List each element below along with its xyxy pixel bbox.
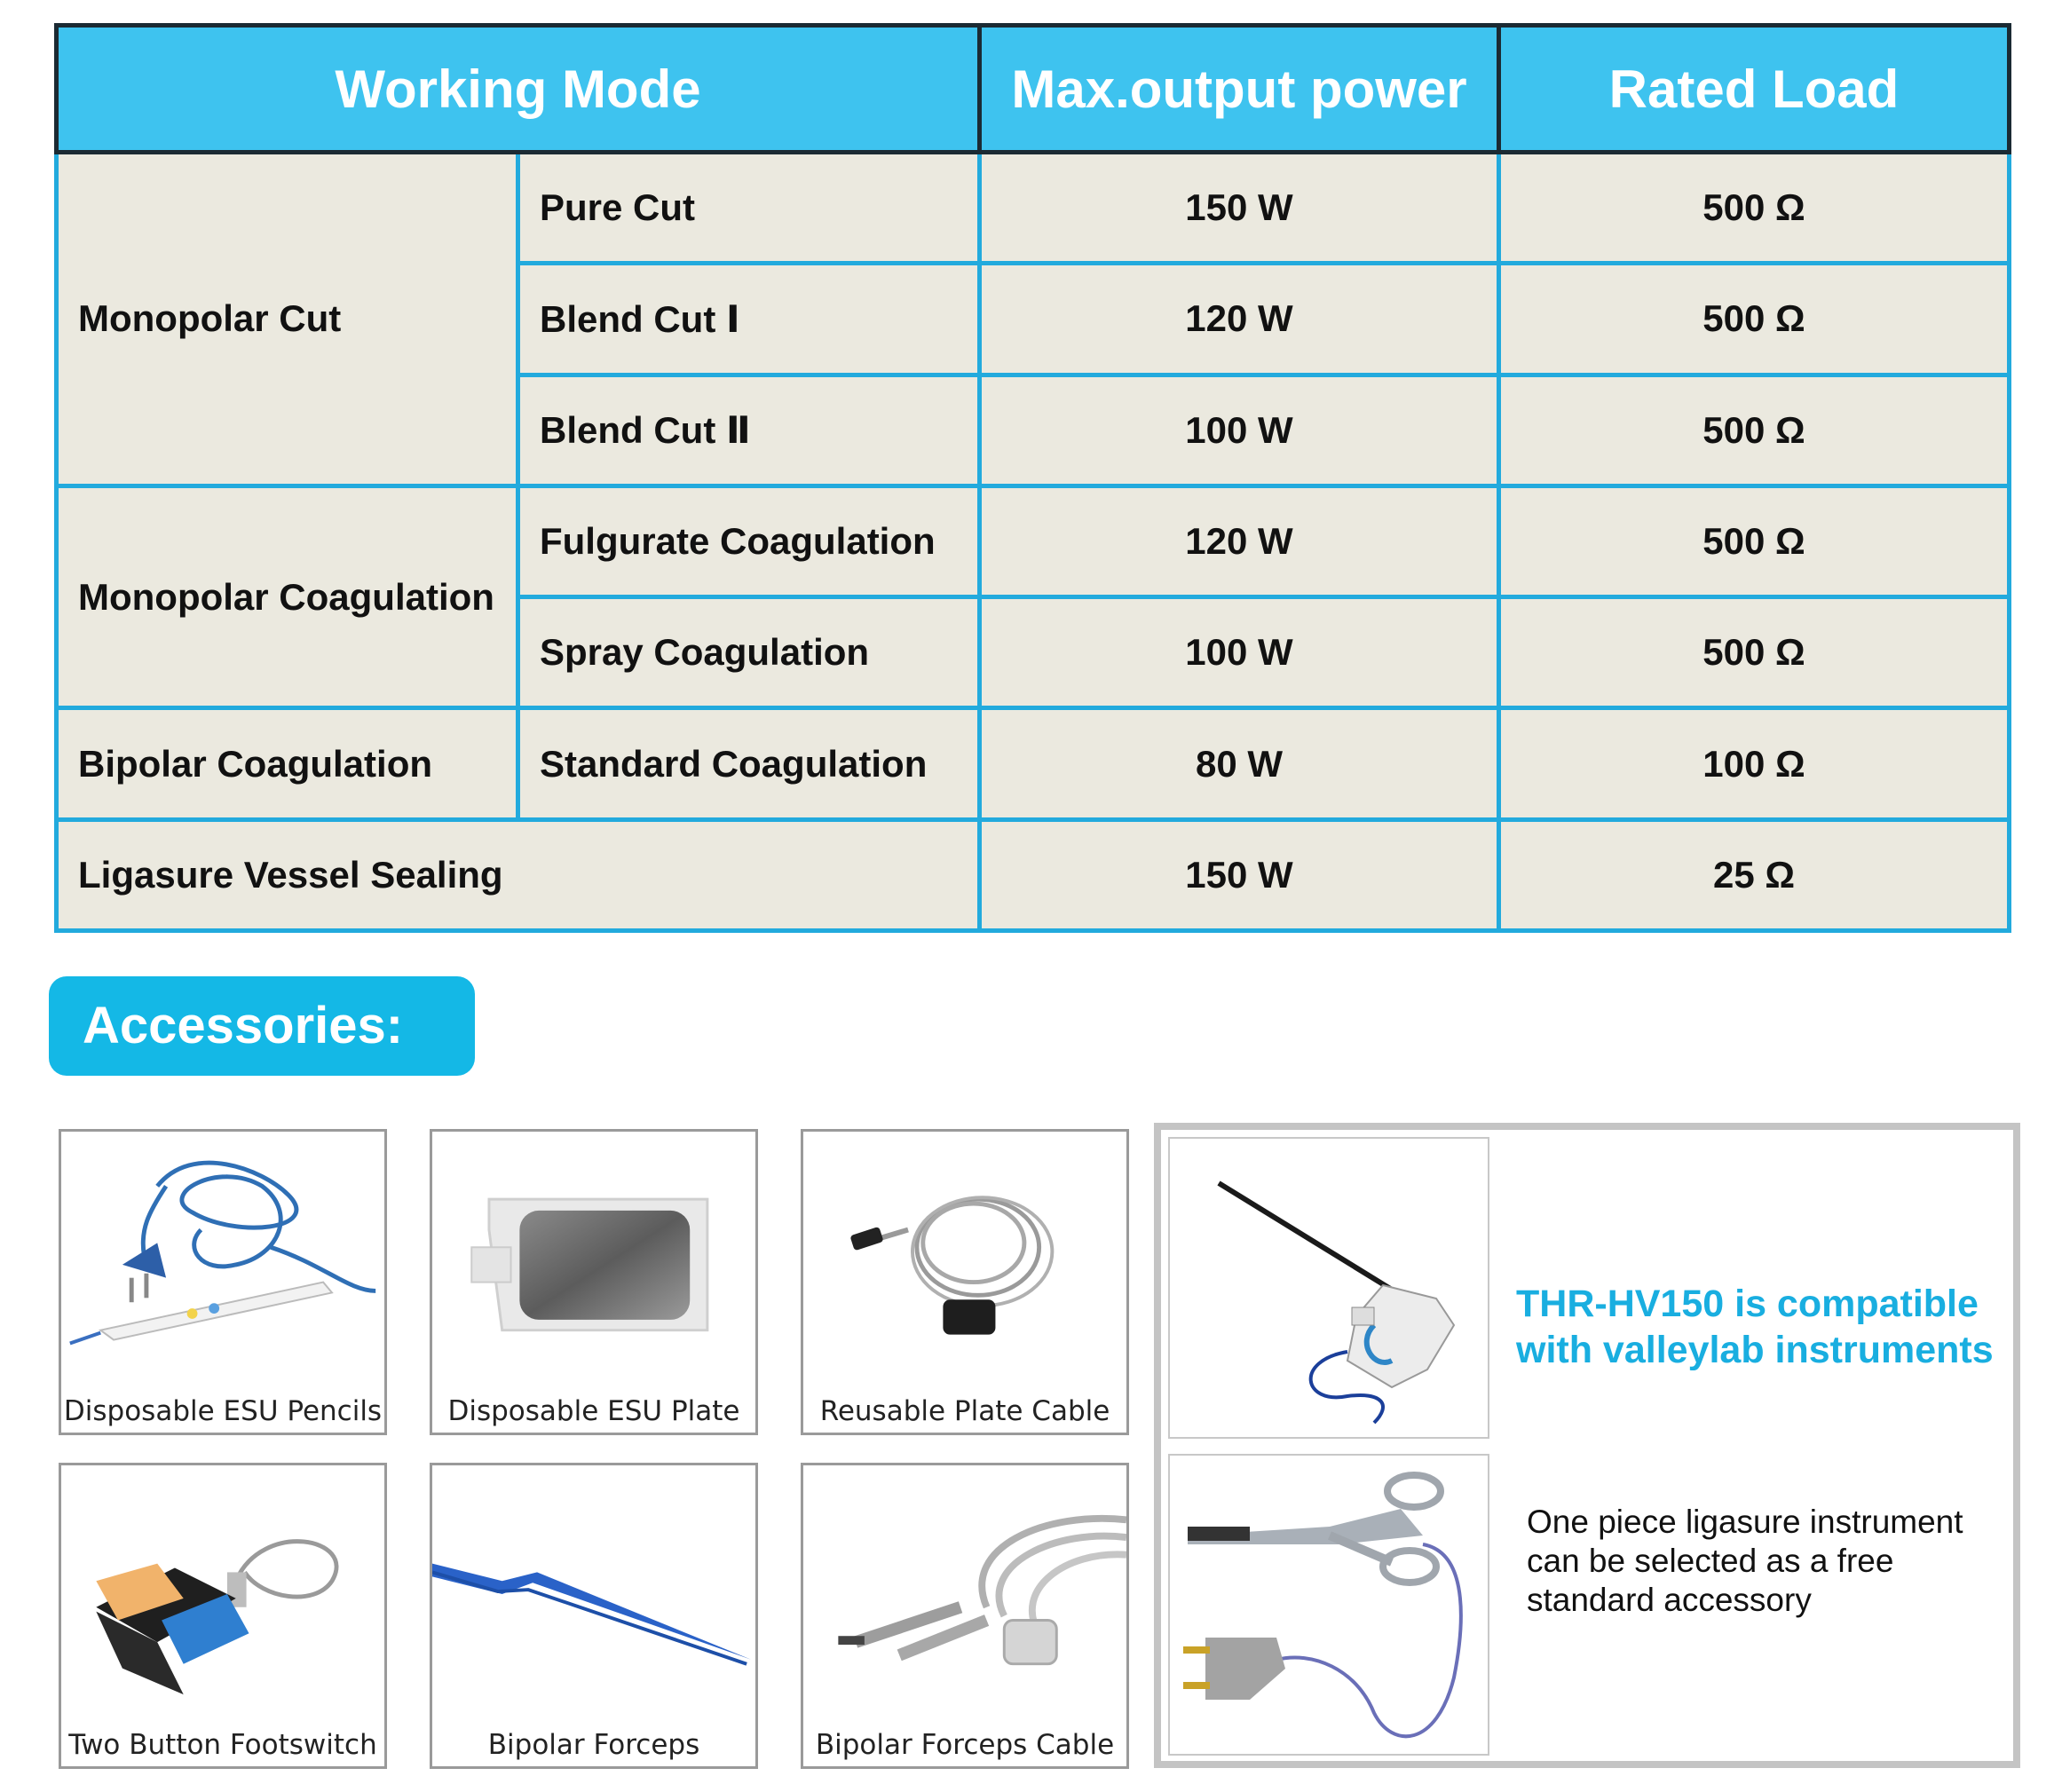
table-row — [57, 819, 2010, 930]
ligasure-mode-cell: Ligasure Vessel Sealing — [57, 819, 980, 930]
compatibility-note: THR-HV150 is compatible with valleylab instruments — [1516, 1283, 1994, 1371]
accessory-caption: Two Button Footswitch — [68, 1729, 377, 1761]
load-cell: 100 Ω — [1499, 708, 2010, 819]
power-cell: 100 W — [980, 375, 1499, 485]
mode-cell: Pure Cut — [518, 153, 980, 264]
power-cell: 100 W — [980, 597, 1499, 708]
forceps-cable-image — [803, 1465, 1126, 1723]
accessory-card-esu-pencils — [59, 1129, 387, 1435]
group-bipolar-coagulation: Bipolar Coagulation — [57, 708, 518, 819]
accessory-card-plate-cable — [801, 1129, 1129, 1435]
footswitch-image — [61, 1465, 384, 1723]
power-cell: 80 W — [980, 708, 1499, 819]
header-max-output-power: Max.output power — [980, 26, 1499, 153]
ligasure-handpiece-image-frame — [1168, 1137, 1489, 1439]
header-rated-load: Rated Load — [1499, 26, 2010, 153]
header-working-mode: Working Mode — [57, 26, 980, 153]
accessories-heading: Accessories: — [49, 976, 475, 1076]
mode-cell: Blend Cut Ⅱ — [518, 375, 980, 485]
accessory-caption: Disposable ESU Pencils — [63, 1395, 383, 1427]
accessory-caption: Reusable Plate Cable — [819, 1395, 1110, 1427]
one-piece-ligasure-image — [1170, 1456, 1488, 1754]
mode-cell: Spray Coagulation — [518, 597, 980, 708]
esu-plate-image — [432, 1132, 755, 1389]
accessory-card-esu-plate — [430, 1129, 758, 1435]
group-monopolar-coagulation: Monopolar Coagulation — [57, 485, 518, 708]
load-cell: 500 Ω — [1499, 597, 2010, 708]
power-cell: 120 W — [980, 485, 1499, 596]
one-piece-ligasure-image-frame — [1168, 1454, 1489, 1756]
mode-cell: Fulgurate Coagulation — [518, 485, 980, 596]
mode-cell: Standard Coagulation — [518, 708, 980, 819]
accessory-caption: Bipolar Forceps Cable — [815, 1729, 1115, 1761]
load-cell: 25 Ω — [1499, 819, 2010, 930]
load-cell: 500 Ω — [1499, 485, 2010, 596]
ligasure-handpiece-image — [1170, 1139, 1488, 1437]
table-row — [57, 153, 2010, 264]
spec-table — [54, 23, 2007, 933]
accessory-card-forceps-cable — [801, 1463, 1129, 1769]
power-cell: 150 W — [980, 819, 1499, 930]
valleylab-compatibility-panel — [1154, 1123, 2020, 1768]
table-row — [57, 708, 2010, 819]
one-piece-note: One piece ligasure instrument can be selected as a free standard accessory — [1527, 1504, 1963, 1618]
accessory-caption: Disposable ESU Plate — [447, 1395, 740, 1427]
power-cell: 120 W — [980, 264, 1499, 375]
table-header-row — [57, 26, 2010, 153]
accessory-card-bipolar-forceps — [430, 1463, 758, 1769]
load-cell: 500 Ω — [1499, 264, 2010, 375]
esu-pencil-image — [61, 1132, 384, 1389]
bipolar-forceps-image — [432, 1465, 755, 1723]
plate-cable-image — [803, 1132, 1126, 1389]
table-row — [57, 485, 2010, 596]
accessory-card-footswitch — [59, 1463, 387, 1769]
load-cell: 500 Ω — [1499, 375, 2010, 485]
accessory-caption: Bipolar Forceps — [487, 1729, 700, 1761]
power-cell: 150 W — [980, 153, 1499, 264]
load-cell: 500 Ω — [1499, 153, 2010, 264]
group-monopolar-cut: Monopolar Cut — [57, 153, 518, 486]
mode-cell: Blend Cut Ⅰ — [518, 264, 980, 375]
